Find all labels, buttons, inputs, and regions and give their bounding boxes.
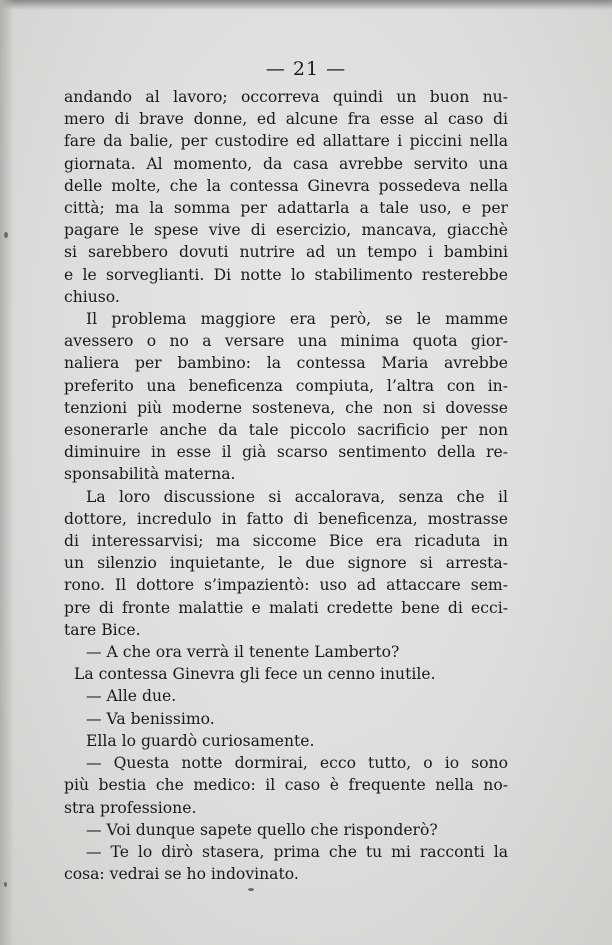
text-line: cosa: vedrai se ho indovinato.	[64, 865, 299, 884]
text-line: avessero o no a versare una minima quota gior-	[64, 332, 508, 351]
text-line: delle molte, che la contessa Ginevra possedeva nella	[64, 176, 508, 195]
text-line: chiuso.	[64, 287, 120, 306]
binding-shadow	[0, 0, 14, 945]
body-text	[64, 86, 508, 885]
text-line: esonerarle anche da tale piccolo sacrificio per non	[64, 421, 508, 440]
text-line: pre di fronte malattie e malati credette bene di ecci-	[64, 598, 508, 617]
text-line: un silenzio inquietante, le due signore si arresta-	[64, 554, 508, 573]
text-line: — Va benissimo.	[86, 709, 215, 728]
page-number: — 21 —	[265, 58, 347, 80]
text-line: tenzioni più moderne sosteneva, che non si dovesse	[64, 398, 508, 417]
text-line: rono. Il dottore s’impazientò: uso ad attaccare sem-	[64, 576, 508, 595]
text-line: si sarebbero dovuti nutrire ad un tempo i bambini	[64, 243, 508, 262]
text-line: — Alle due.	[86, 687, 177, 706]
text-line: La contessa Ginevra gli fece un cenno inutile.	[74, 665, 436, 684]
text-line: Ella lo guardò curiosamente.	[86, 731, 315, 750]
text-line: stra professione.	[64, 798, 197, 817]
text-line: naliera per bambino: la contessa Maria avrebbe	[64, 354, 508, 373]
text-line: La loro discussione si accalorava, senza che il	[86, 487, 508, 506]
text-line: — Questa notte dormirai, ecco tutto, o io sono	[86, 754, 508, 773]
text-line: — Te lo dirò stasera, prima che tu mi racconti la	[86, 842, 508, 861]
text-line: pagare le spese vive di esercizio, mancava, giacchè	[64, 221, 508, 240]
page-top-edge	[0, 0, 612, 10]
paper-speck	[248, 888, 254, 891]
text-line: e le sorveglianti. Di notte lo stabilimento resterebbe	[64, 265, 508, 284]
text-line: — Voi dunque sapete quello che risponderò?	[86, 820, 438, 839]
text-line: — A che ora verrà il tenente Lamberto?	[86, 643, 400, 662]
paper-speck	[4, 882, 7, 887]
text-line: fare da balie, per custodire ed allattare i piccini nella	[64, 132, 508, 151]
text-line: preferito una beneficenza compiuta, l’altra con in-	[64, 376, 508, 395]
text-line: andando al lavoro; occorreva quindi un buon nu-	[64, 88, 508, 106]
text-line: tare Bice.	[64, 620, 141, 639]
text-line: più bestia che medico: il caso è frequente nella no-	[64, 776, 508, 795]
text-line: Il problema maggiore era però, se le mamme	[86, 310, 508, 329]
text-line: diminuire in esse il già scarso sentimento della re-	[64, 443, 508, 462]
paper-speck	[4, 232, 8, 238]
text-line: dottore, incredulo in fatto di beneficenza, mostrasse	[64, 509, 508, 528]
text-line: di interessarvisi; ma siccome Bice era ricaduta in	[64, 532, 508, 551]
text-line: mero di brave donne, ed alcune fra esse al caso di	[64, 110, 508, 129]
text-line: giornata. Al momento, da casa avrebbe servito una	[64, 154, 508, 173]
text-line: città; ma la somma per adattarla a tale uso, e per	[64, 199, 508, 218]
text-line: sponsabilità materna.	[64, 465, 236, 484]
